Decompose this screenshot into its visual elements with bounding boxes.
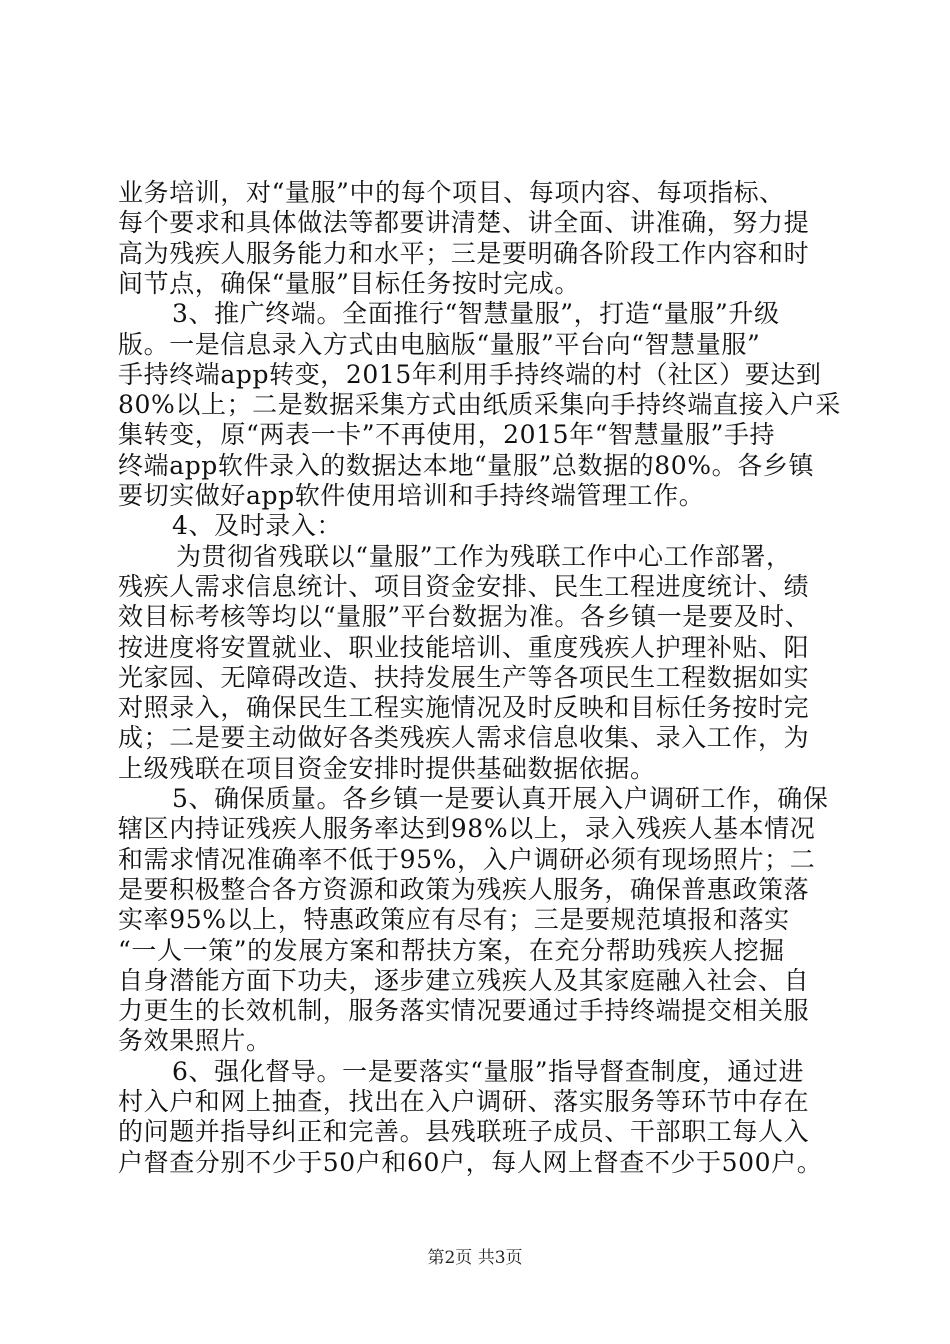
- paragraph-heading-3: 3、推广终端。全面推行“智慧量服”，打造“量服”升级: [172, 299, 780, 328]
- text-line: 效目标考核等均以“量服”平台数据为准。各乡镇一是要及时、: [118, 602, 811, 631]
- text-line: 辖区内持证残疾人服务率达到98%以上，录入残疾人基本情况: [118, 814, 816, 843]
- text-line: 集转变，原“两表一卡”不再使用，2015年“智慧量服”手持: [118, 420, 776, 449]
- text-line: 是要积极整合各方资源和政策为残疾人服务，确保普惠政策落: [118, 875, 810, 904]
- text-line: 按进度将安置就业、职业技能培训、重度残疾人护理补贴、阳: [118, 633, 810, 662]
- text-line: 为贯彻省残联以“量服”工作为残联工作中心工作部署，: [176, 542, 792, 571]
- text-line: 力更生的长效机制，服务落实情况要通过手持终端提交相关服: [118, 996, 810, 1025]
- text-line: 的问题并指导纠正和完善。县残联班子成员、干部职工每人入: [118, 1117, 810, 1146]
- text-line: 户督查分别不少于50户和60户，每人网上督查不少于500户。: [118, 1148, 823, 1177]
- text-line: 业务培训，对“量服”中的每个项目、每项内容、每项指标、: [118, 178, 785, 207]
- text-line: 村入户和网上抽查，找出在入户调研、落实服务等环节中存在: [118, 1087, 810, 1116]
- text-line: 残疾人需求信息统计、项目资金安排、民生工程进度统计、绩: [118, 572, 810, 601]
- text-line: 终端app软件录入的数据达本地“量服”总数据的80%。各乡镇: [118, 451, 815, 480]
- text-line: 上级残联在项目资金安排时提供基础数据依据。: [118, 754, 656, 783]
- text-line: 和需求情况准确率不低于95%，入户调研必须有现场照片；二: [118, 845, 816, 874]
- paragraph-heading-5: 5、确保质量。各乡镇一是要认真开展入户调研工作，确保: [172, 784, 829, 813]
- text-line: 要切实做好app软件使用培训和手持终端管理工作。: [118, 481, 705, 510]
- text-line: “一人一策”的发展方案和帮扶方案，在充分帮助残疾人挖掘: [118, 936, 785, 965]
- paragraph-heading-4: 4、及时录入：: [172, 511, 343, 540]
- text-line: 实率95%以上，特惠政策应有尽有；三是要规范填报和落实: [118, 905, 790, 934]
- text-line: 每个要求和具体做法等都要讲清楚、讲全面、讲准确，努力提: [118, 208, 810, 237]
- text-line: 成；二是要主动做好各类残疾人需求信息收集、录入工作，为: [118, 723, 810, 752]
- text-line: 务效果照片。: [118, 1026, 272, 1055]
- text-line: 间节点，确保“量服”目标任务按时完成。: [118, 269, 580, 298]
- text-line: 手持终端app转变，2015年利用手持终端的村（社区）要达到: [118, 360, 822, 389]
- text-line: 对照录入，确保民生工程实施情况及时反映和目标任务按时完: [118, 693, 810, 722]
- text-line: 版。一是信息录入方式由电脑版“量服”平台向“智慧量服”: [118, 330, 761, 359]
- text-line: 高为残疾人服务能力和水平；三是要明确各阶段工作内容和时: [118, 239, 810, 268]
- paragraph-heading-6: 6、强化督导。一是要落实“量服”指导督查制度，通过进: [172, 1057, 805, 1086]
- text-line: 80%以上；二是数据采集方式由纸质采集向手持终端直接入户采: [118, 390, 841, 419]
- text-line: 自身潜能方面下功夫，逐步建立残疾人及其家庭融入社会、自: [118, 966, 810, 995]
- text-line: 光家园、无障碍改造、扶持发展生产等各项民生工程数据如实: [118, 663, 810, 692]
- page-number-footer: 第2页 共3页: [427, 1248, 523, 1268]
